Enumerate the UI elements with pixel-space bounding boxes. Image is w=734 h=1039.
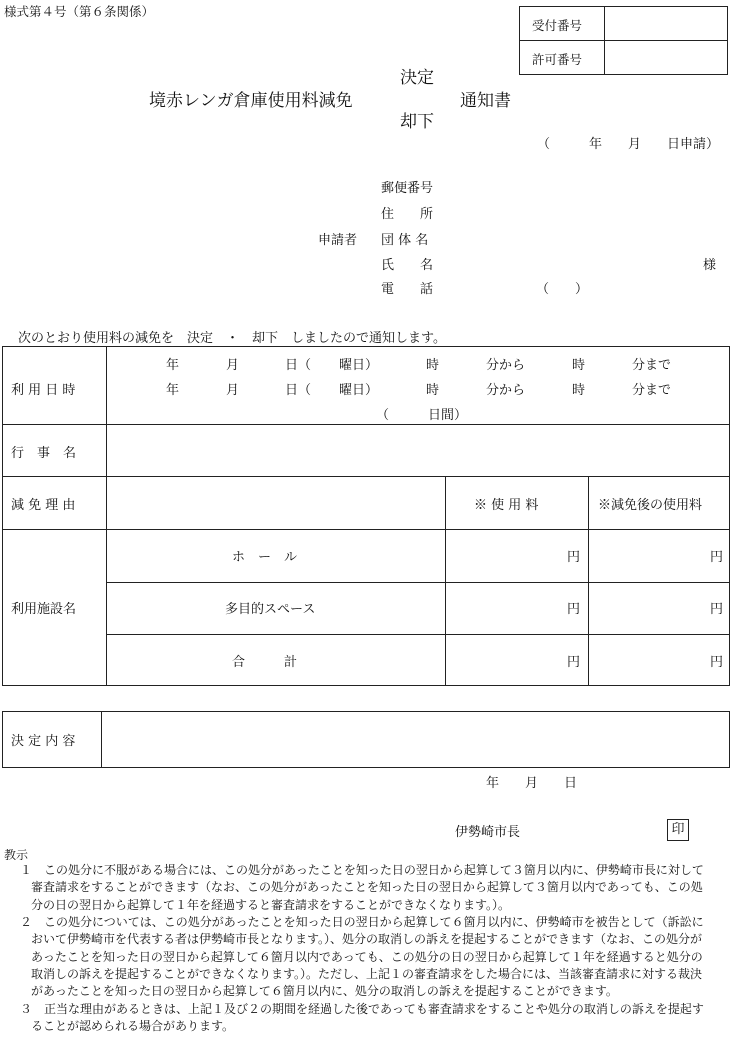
applicant-phone: 電 話 [381, 282, 434, 297]
fee-unit: 円 [567, 655, 581, 670]
applicant-phone-paren: （ ） [536, 282, 589, 297]
event-name-label: 行 事 名 [11, 446, 77, 461]
application-date: （ 年 月 日申請） [537, 137, 720, 152]
usage-datetime-label: 利 用 日 時 [11, 383, 76, 398]
reduced-fee-unit: 円 [710, 655, 724, 670]
title-main: 境赤レンガ倉庫使用料減免 [149, 91, 353, 111]
title-option-rejection: 却下 [400, 112, 434, 132]
applicant-name: 氏 名 [381, 258, 434, 273]
form-number: 様式第４号（第６条関係） [4, 4, 155, 19]
note-line: あったことを知った日の翌日から起算して６箇月以内であっても、この処分の日の翌日から起算して１年を経過すると処分の [31, 950, 703, 964]
title-option-decision: 決定 [400, 68, 434, 88]
receipt-number-label: 受付番号 [532, 18, 583, 33]
issue-date: 年 月 日 [486, 776, 578, 791]
facility-name: 多目的スペース [225, 602, 316, 617]
mayor-title: 伊勢崎市長 [455, 825, 521, 840]
reduction-reason-label: 減 免 理 由 [11, 498, 76, 513]
note-line: １ この処分に不服がある場合には、この処分があったことを知った日の翌日から起算して３箇月以内に、伊勢崎市長に対して [20, 863, 704, 877]
facility-name: ホ ー ル [232, 550, 298, 565]
fee-unit: 円 [567, 550, 581, 565]
fee-unit: 円 [567, 602, 581, 617]
note-line: 審査請求をすることができます（なお、この処分があったことを知った日の翌日から起算して３箇月以内であっても、この処 [31, 880, 703, 894]
applicant-honorific: 様 [703, 258, 717, 273]
notes-heading: 教示 [4, 848, 29, 862]
usage-days: （ 日間） [376, 408, 468, 423]
reduced-fee-unit: 円 [710, 550, 724, 565]
note-line: 取消しの訴えを提起することができなくなります。）。ただし、上記１の審査請求をした場合には、当該審査請求に対する裁決 [31, 967, 703, 981]
decision-label: 決 定 内 容 [11, 734, 76, 749]
note-line: ることが認められる場合があります。 [31, 1019, 235, 1033]
reduced-fee-header: ※減免後の使用料 [598, 498, 703, 513]
applicant-address: 住 所 [381, 207, 434, 222]
fee-header: ※ 使 用 料 [474, 498, 539, 513]
note-line: ２ この処分については、この処分があったことを知った日の翌日から起算して６箇月以内に、伊勢崎市を被告として（訴訟に [20, 915, 704, 929]
intro-text: 次のとおり使用料の減免を 決定 ・ 却下 しましたので通知します。 [18, 331, 446, 346]
note-line: があったことを知った日の翌日から起算して６箇月以内に、処分の取消しの訴えを提起することができます。 [31, 984, 618, 998]
facility-label: 利用施設名 [11, 602, 77, 617]
note-line: おいて伊勢崎市を代表する者は伊勢崎市長となります。）、処分の取消しの訴えを提起することができます（なお、この処分が [31, 932, 703, 946]
reduced-fee-unit: 円 [710, 602, 724, 617]
applicant-postal-code: 郵便番号 [381, 181, 434, 196]
applicant-label: 申請者 [318, 233, 358, 248]
receipt-box [519, 6, 728, 75]
permit-number-label: 許可番号 [532, 52, 583, 67]
note-line: 分の日の翌日から起算して１年を経過すると審査請求をすることができなくなります。）。 [31, 898, 511, 912]
seal-mark: 印 [667, 819, 689, 841]
title-suffix: 通知書 [460, 91, 511, 111]
applicant-organization: 団 体 名 [381, 233, 429, 248]
facility-name: 合 計 [232, 655, 298, 670]
decision-table [2, 711, 730, 768]
note-line: ３ 正当な理由があるときは、上記１及び２の期間を経過した後であっても審査請求をすることや処分の取消しの訴えを提起す [20, 1002, 704, 1016]
